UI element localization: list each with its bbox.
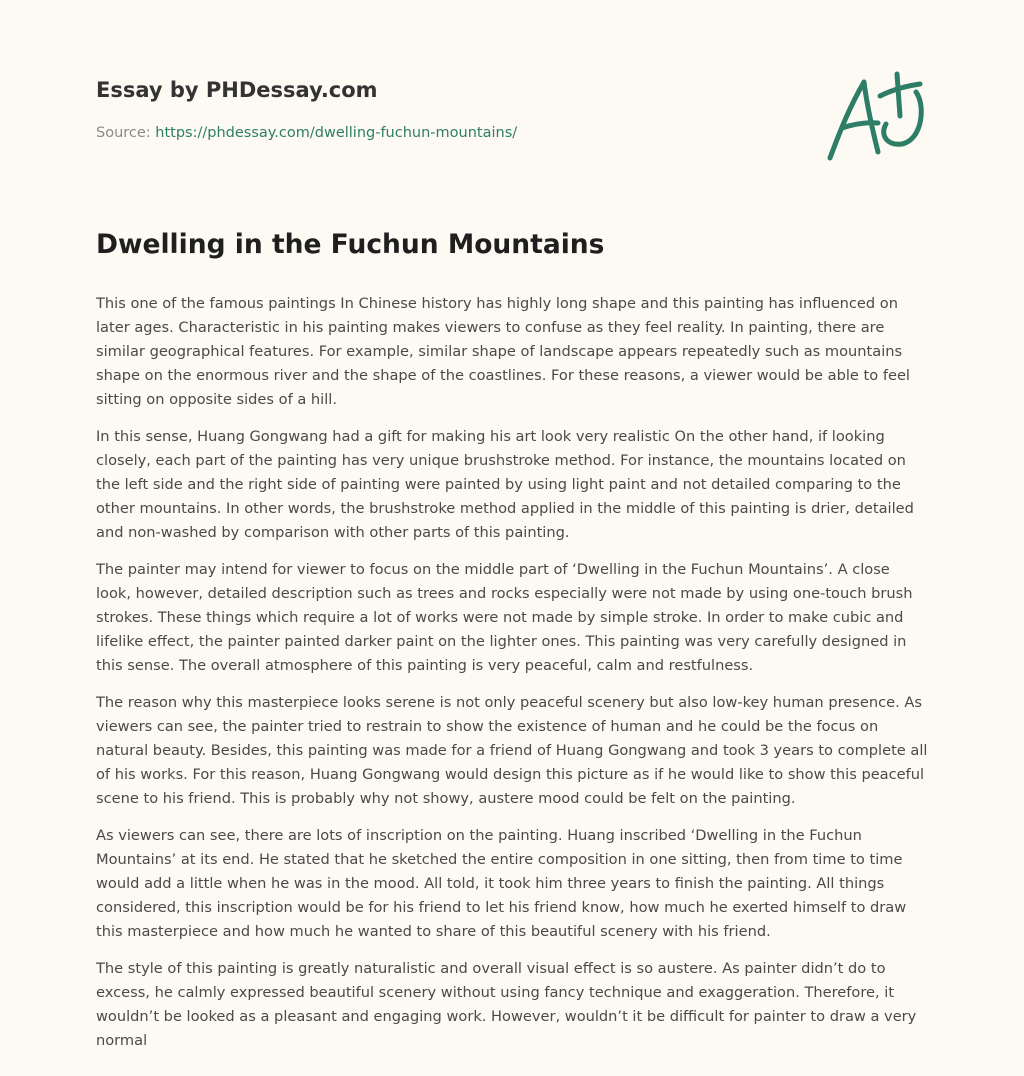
page-header — [96, 76, 696, 143]
paragraph-1: This one of the famous paintings In Chinese history has highly long shape and this painting has influenced on later ages. Characteristic in his painting makes viewers to confuse as they feel reality. In painting, there are similar geographical features. For example, similar shape of landscape appears repeatedly such as mountains shape on the enormous river and the shape of the coastlines. For these reasons, a viewer would be able to feel sitting on opposite sides of a hill. — [96, 295, 910, 408]
paragraph-5: As viewers can see, there are lots of inscription on the painting. Huang inscribed ‘Dwelling in the Fuchun Mountains’ at its end. He stated that he sketched the entire composition in one sitting, then from time to time would add a little when he was in the mood. All told, it took him three years to finish the painting. All things considered, this inscription would be for his friend to let his friend know, how much he exerted himself to draw this masterpiece and how much he wanted to share of this beautiful scenery with his friend. — [96, 827, 907, 940]
source-label: Source: — [96, 125, 156, 141]
site-title: Essay by PHDessay.com — [96, 78, 378, 102]
source-line — [96, 123, 696, 143]
paragraph-4: The reason why this masterpiece looks serene is not only peaceful scenery but also low-key human presence. As viewers can see, the painter tried to restrain to show the existence of human and he could be the focus on natural beauty. Besides, this painting was made for a friend of Huang Gongwang and took 3 years to complete all of his works. For this reason, Huang Gongwang would design this picture as if he would like to show this peaceful scene to his friend. This is probably why not showy, austere mood could be felt on the painting. — [96, 694, 928, 807]
essay-article — [96, 226, 928, 1066]
paragraph-2: In this sense, Huang Gongwang had a gift for making his art look very realistic On the other hand, if looking closely, each part of the painting has very unique brushstroke method. For instance, the mountains located on the left side and the right side of painting were painted by using light paint and not detailed comparing to the other mountains. In other words, the brushstroke method applied in the middle of this painting is drier, detailed and non-washed by comparison with other parts of this painting. — [96, 428, 914, 541]
article-title: Dwelling in the Fuchun Mountains — [96, 229, 605, 260]
paragraph-3: The painter may intend for viewer to focus on the middle part of ‘Dwelling in the Fuchun Mountains’. A close look, however, detailed description such as trees and rocks especially were not made by using one-touch brush strokes. These things which require a lot of works were not made by simple stroke. In order to make cubic and lifelike effect, the painter painted darker paint on the lighter ones. This painting was very carefully designed in this sense. The overall atmosphere of this painting is very peaceful, calm and restfulness. — [96, 561, 913, 674]
a-plus-logo-icon — [820, 66, 930, 166]
paragraph-6: The style of this painting is greatly naturalistic and overall visual effect is so austere. As painter didn’t do to excess, he calmly expressed beautiful scenery without using fancy technique and exaggeration. Therefore, it wouldn’t be looked as a pleasant and engaging work. However, wouldn’t it be difficult for painter to draw a very normal — [96, 960, 917, 1049]
source-link[interactable]: https://phdessay.com/dwelling-fuchun-mountains/ — [155, 125, 518, 141]
